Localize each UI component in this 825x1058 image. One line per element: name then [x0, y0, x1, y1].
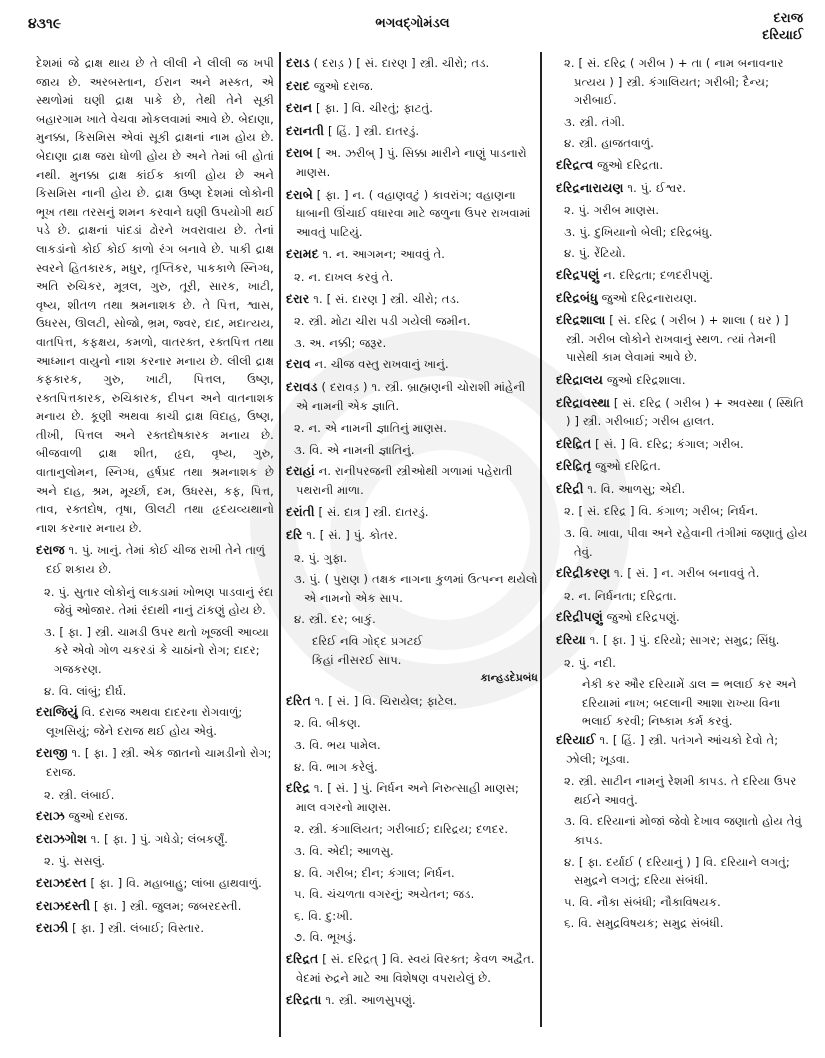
headword: દરાજ [36, 542, 65, 558]
sense-item: ૨. ન. નિર્ધનતા; દરિદ્રતા. [564, 588, 677, 603]
sense-item: ૨. ન. દાખલ કરવું તે. [294, 269, 394, 284]
entries-list [36, 541, 274, 937]
dictionary-entry [36, 744, 274, 781]
dictionary-entry [286, 503, 538, 522]
headword: દરાઝગોશ [36, 830, 87, 846]
headword: દરિદ્રત [286, 950, 319, 966]
dictionary-entry [556, 266, 808, 285]
dictionary-entry [36, 830, 274, 849]
sense-item: ૩. [ ફા. ] સ્ત્રી. ચામડી ઉપર થતો ખૂજલી આવ્યા કરે એવો ગોળ ચકરડાં કે ચાઠાંનો રોગ; દાદર; ગજકરણ. [44, 624, 270, 676]
dictionary-entry [556, 435, 808, 454]
sense-item: ૨. પું. સુતાર લોકોનું લાકડામાં ખોભણ પાડવાનું રંદા જેવું ઓજાર. તેમાં રંદાથી નાનું ટાંકણું હોય છે. [44, 584, 274, 618]
headword: દરાઝ [36, 808, 65, 824]
definition-text: જુઓ દરિદ્રશાલા. [603, 372, 686, 387]
sense-item: ૨. સ્ત્રી. સાટીન નામનું રેશમી કાપડ. તે દરિયા ઉપર થઈને આવતું. [564, 774, 797, 807]
dictionary-entry [556, 480, 808, 499]
definition-text: ૧. [ ફા. ] પું. દરિયો; સાગર; સમુદ્ર; સિંધુ. [585, 633, 780, 648]
sense-item: ૨. પું. નદી. [564, 655, 617, 670]
dictionary-entry [556, 394, 808, 431]
sense-item: ૪. વિ. ગરીબ; દીન; કંગાલ; નિર્ધન. [294, 865, 455, 880]
column-left [36, 54, 274, 942]
dictionary-entry [286, 186, 538, 242]
definition-text: ન. દરિદ્રતા; દળદરીપણું. [599, 267, 714, 282]
dictionary-entry [556, 311, 808, 367]
dictionary-entry [556, 608, 808, 627]
page-header [0, 0, 825, 52]
dictionary-entry [556, 731, 808, 768]
headword: દરાજી [36, 745, 68, 761]
sense-item: ૩. વિ. એદી; આળસુ. [294, 843, 394, 858]
dictionary-entry [556, 564, 808, 583]
definition-text: [ હિં. ] સ્ત્રી. દાતરડું. [324, 123, 420, 138]
headword: દરાબે [286, 186, 313, 202]
sense-item: ૩. વિ. દરિયાનાં મોજાં જેવો દેખાવ જણાતો હોય તેવું કાપડ. [564, 814, 802, 847]
definition-text: ૧. [ સં. ] વિ. ચિરાયેલ; ફાટેલ. [310, 693, 458, 708]
dictionary-entry [286, 378, 538, 415]
dictionary-entry [36, 541, 274, 578]
sense-item: ૨. સ્ત્રી. કંગાલિયત; ગરીબાઈ; દારિદ્રય; દળદર. [294, 822, 509, 837]
column-divider [540, 52, 542, 1027]
headword: દરાવ [286, 356, 311, 372]
dictionary-entry [286, 77, 538, 96]
sense-item: ૩. સ્ત્રી. તંગી. [564, 114, 626, 129]
headword: દરાર [286, 290, 310, 306]
dictionary-entry [36, 874, 274, 893]
definition-text: ૧. [ સં. ] પું. કોતર. [302, 528, 398, 543]
sense-item: ૩. અ. નક્કી; જરૂર. [294, 335, 387, 350]
definition-text: જુઓ દરિદ્રપણું. [602, 610, 680, 625]
headword: દરિદ્રાલય [556, 371, 604, 387]
sense-item: ૪. [ ફા. દર્યાઈ ( દરિયાનું ) ] વિ. દરિયાને લગતું; સમુદ્રને લગતું; દરિયા સંબંધી. [564, 854, 790, 888]
sense-item: ૩. વિ. ખાવા, પીવા અને રહેવાની તંગીમાં જણાતું હોય તેવું. [564, 526, 808, 559]
headword: દરિદ્રાવસ્થા [556, 394, 611, 410]
headword: દરિયા [556, 632, 586, 648]
headword: દરાન [286, 100, 313, 116]
definition-text: ૧. પું. ખાનું. તેમાં કોઈ ચીજ રાખી તેને તાળું દઈ શકાય છે. [46, 543, 266, 577]
dictionary-entry [556, 631, 808, 650]
sense-item: ૭. વિ. ભૂખડું. [294, 930, 357, 945]
definition-text: [ સં. દરિદ્ર ( ગરીબ ) + અવસ્થા ( સ્થિતિ ) ] સ્ત્રી. ગરીબાઈ; ગરીબ હાલત. [566, 395, 804, 429]
definition-text: [ ફા. ] વિ. મહાબાહુ; લાંબા હાથવાળું. [86, 875, 262, 890]
definition-text: જુઓ દરિદ્રતા. [593, 157, 664, 172]
definition-text: ૧. વિ. આળસુ; એદી. [583, 481, 686, 496]
definition-text: [ ફા. ] સ્ત્રી. જુલમ; જબરદસ્તી. [90, 898, 242, 913]
definition-text: ૧. સ્ત્રી. આળસુપણું. [321, 993, 416, 1008]
dictionary-entry [36, 897, 274, 916]
sense-item: ૪. વિ. લાંબું; દીર્ઘ. [44, 683, 127, 698]
definition-text: [ ફા. ] ન. ( વહાણવટું ) કાવરાંગ; વહાણના ધાબાની ઊંચાઈ વધારવા માટે જળુના ઉપર રાખવામાં આવતું પાટિયું. [296, 187, 531, 239]
headword: દરિ [286, 527, 303, 543]
column-middle [286, 54, 538, 1014]
headword: દરિદ્રબંધુ [556, 289, 598, 305]
headword: દરિદ્રપણું [556, 266, 600, 282]
dictionary-entry [286, 991, 538, 1010]
guide-word-last: દરિયાઈ [762, 28, 803, 43]
definition-text: જુઓ દરિદ્રનારાયણ. [597, 290, 698, 305]
sense-item: ૨. પું. સસલું. [44, 854, 106, 869]
sense-item: ૪. સ્ત્રી. હાજતવાળું. [564, 136, 655, 151]
dictionary-entry [556, 179, 808, 198]
definition-text: [ સં. દરિદ્રત્ ] વિ. સ્વયં વિરક્ત; કેવળ અદ્વૈત. વેદમાં રુદ્રને માટે આ વિશેષણ વપરાયેલું છે. [296, 951, 535, 985]
definition-text: ન. રાનીપરજની સ્ત્રીઓથી ગળામાં પહેરાતી પથરાની માળા. [296, 464, 513, 497]
dictionary-entry [286, 245, 538, 264]
dictionary-entry [286, 950, 538, 987]
sense-item: ૩. પું. ( પુરાણ ) તક્ષક નાગના કુળમાં ઉત્પન્ન થયેલો એ નામનો એક સાપ. [294, 572, 538, 605]
column-right [556, 54, 808, 936]
definition-text: ૧. ન. આગમન; આવવું તે. [318, 247, 446, 262]
definition-text: ૧. પું. ઈશ્વર. [623, 180, 687, 195]
running-title: ભગવદ્ગોમંડલ [375, 16, 450, 31]
entries-list [286, 54, 538, 1010]
definition-text: [ ફા. ] સ્ત્રી. લંબાઈ; વિસ્તાર. [68, 921, 205, 936]
definition-text: ૧. [ હિં. ] સ્ત્રી. પતંગને આંચકો દેવો તે; ઝોલી; ખૂડવા. [566, 733, 779, 766]
dictionary-entry [286, 144, 538, 181]
definition-text: ન. ચીજ વસ્તુ રાખવાનું ખાનું. [310, 357, 449, 372]
definition-text: [ અ. ઝરીબ્ ] પું. સિક્કા મારીને નાણું પાડનારો માણસ. [296, 146, 527, 179]
page-number: ૪૩૧૯ [28, 16, 62, 32]
definition-text: ૧. [ ફા. ] સ્ત્રી. એક જાતનો ચામડીનો રોગ; દરાજ. [46, 746, 272, 779]
headword: દરાજિયું [36, 704, 78, 720]
definition-text: ૧. [ ફા. ] પું. ગધેડો; લંબકર્ણું. [86, 831, 229, 846]
definition-text: [ સં. દાત્ર ] સ્ત્રી. દાતરડું. [314, 505, 429, 520]
definition-text: જુઓ દરાજ. [309, 78, 374, 93]
sense-item: ૨. સ્ત્રી. મોટા ચીરા પડી ગયેલી જમીન. [294, 314, 471, 329]
headword: દરિયાઈ [556, 732, 596, 747]
definition-text: ૧. [ સં. દારણ ] સ્ત્રી. ચીરો; તડ. [309, 291, 460, 306]
dictionary-entry [286, 462, 538, 499]
quotation-line: નેકી કર ઔર દરિયામેં ડાલ = ભલાઈ કર અને દરિયામાં નાખ; બદલાની આશા રાખ્યા વિના ભલાઈ કરવી; નિષ્કામ કર્મ કરવું. [582, 677, 797, 729]
sense-item: ૪. વિ. ભાગ કરેલું. [294, 759, 378, 774]
headword: દરાબ [286, 145, 313, 161]
sense-item: ૩. વિ. એ નામની જ્ઞાતિનું. [294, 442, 415, 457]
definition-text: જુઓ દરાજ. [64, 809, 129, 824]
definition-text: [ સં. ] વિ. દરિદ્ર; કંગાલ; ગરીબ. [591, 436, 744, 451]
guide-words [762, 10, 803, 44]
sense-item: ૨. [ સં. દરિદ્ર ( ગરીબ ) + તા ( નામ બનાવનાર પ્રત્યય ) ] સ્ત્રી. કંગાલિયત; ગરીબી; દૈન્ય; ગરીબાઈ. [564, 56, 784, 108]
headword: દરિદ્રીપણું [556, 609, 603, 625]
dictionary-entry [286, 779, 538, 816]
headword: દરિદ્રત્વ [556, 156, 594, 172]
sense-item: ૨. વિ. બીકણ. [294, 716, 361, 731]
headword: દરિદ્રીકરણ [556, 565, 611, 581]
quotation-source: કાન્હડદેપ્રબંધ [480, 672, 538, 685]
definition-text: ( દરાવડ઼ ) ૧. સ્ત્રી. બ્રાહ્મણની ચોરાશી માંહેની એ નામની એક જ્ઞાતિ. [296, 379, 526, 413]
sense-item: ૪. પું. રેંટિયો. [564, 246, 626, 261]
sense-item: ૬. વિ. સમુદ્રવિષયક; સમુદ્ર સંબંધી. [564, 916, 724, 931]
dictionary-entry [286, 290, 538, 309]
entries-list [556, 54, 808, 933]
sense-item: ૩. વિ. ભય પામેલ. [294, 738, 381, 752]
sense-item: ૪. સ્ત્રી. દર; બાકું. [294, 612, 376, 627]
headword: દરાદ [286, 77, 310, 93]
headword: દરાંતી [286, 504, 315, 520]
dictionary-entry [36, 807, 274, 826]
sense-item: ૨. [ સં. દરિદ્ર ] વિ. કંગાળ; ગરીબ; નિર્ધન. [564, 504, 759, 519]
headword: દરિત [286, 692, 311, 708]
dictionary-entry [286, 692, 538, 711]
dictionary-entry [36, 703, 274, 740]
sense-item: ૨. ન. એ નામની જ્ઞાતિનું માણસ. [294, 421, 448, 436]
definition-text: વિ. દરાજ અથવા દાદરના રોગવાળું; લૂખસિયું; જેને દરાજ થઈ હોય એવું. [46, 705, 243, 738]
headword: દરિદ્રતા [286, 992, 322, 1008]
sense-item: ૨. સ્ત્રી. લંબાઈ. [44, 787, 115, 802]
dictionary-entry [286, 122, 538, 141]
definition-text: ૧. [ સં. ] પું. નિર્ધન અને નિરુત્સાહી માણસ; માલ વગરનો માણસ. [296, 781, 520, 814]
sense-item: ૨. પું. ગરીબ માણસ. [564, 203, 660, 218]
sense-item: ૨. પું. ગુફા. [294, 550, 348, 565]
headword: દરિદ્રિત [556, 435, 592, 451]
headword: દરાવડ [286, 378, 318, 394]
definition-text: જુઓ દરિદ્રિત. [591, 459, 661, 474]
definition-text: [ સં. દરિદ્ર ( ગરીબ ) + શાલા ( ઘર ) ] સ્ત્રી. ગરીબ લોકોને રાખવાનું સ્થળ. ત્યાં તેમની પાસેથી કામ લેવામાં આવે છે. [566, 313, 789, 365]
headword: દરાઝી [36, 920, 69, 936]
headword: દરાઝદસ્ત [36, 874, 87, 890]
dictionary-entry [556, 156, 808, 175]
guide-word-first: દરાજ [773, 11, 803, 26]
sense-item: ૫. વિ. ચંચળતા વગરનું; અચેતન; જડ. [294, 887, 475, 902]
dictionary-entry [556, 457, 808, 476]
dictionary-entry [556, 371, 808, 390]
sense-item: ૬. વિ. દુ:ખી. [294, 908, 353, 923]
headword: દરિદ્રશાલા [556, 312, 606, 328]
definition-text: ૧. [ સં. ] ન. ગરીબ બનાવવું તે. [610, 566, 760, 581]
quotation-line: કિહાં નીસરઈ સાપ. [312, 652, 402, 667]
dictionary-entry [286, 355, 538, 374]
headword: દરાહાં [286, 463, 315, 479]
continuation-paragraph: દેશમાં જે દ્રાક્ષ થાય છે તે લીલી ને લીલી જ ખપી જાય છે. અરબસ્તાન, ઈરાન અને મસ્કત, એ સ્થળોમાં ઘણી દ્રાક્ષ પાકે છે, તેથી તેને સૂકી બહારગામ ખાતે વેચવા મોકલવામાં આવે છે. બેદાણા, મુનક્કા, કિસમિસ એવાં સૂકી દ્રાક્ષનાં નામ હોય છે. બેદાણા દ્રાક્ષ જરા ધોળી હોય છે અને તેમાં બી હોતાં નથી. મુનક્કા દ્રાક્ષ કાંઈક કાળી હોય છે અને કિસમિસ નાની હોય છે. દ્રાક્ષ ઉષ્ણ દેશમાં લોકોની ભૂખ તથા તરસનું શમન કરવાને ઘણી ઉપયોગી થઈ પડે છે. દ્રાક્ષનાં પાંદડાં ઢોરને ખવરાવાય છે. તેનાં લાકડાંનો કોઈ કોઈ કાળો રંગ બનાવે છે. પાકી દ્રાક્ષ સ્વરને હિતકારક, મધુર, તૃપ્તિકર, પાકકાળે સ્નિગ્ધ, અતિ રુચિકર, મૂત્રલ, ગુરુ, તૂરી, સારક, ખાટી, વૃષ્ય, શીતળ તથા શ્રમનાશક છે. તે પિત્ત, શ્વાસ, ઉધરસ, ઊલટી, સોજો, ભ્રમ, જ્વર, દાદ, મદાત્યય, વાતપિત્ત, કફક્ષય, કમળો, વાતરક્ત, રક્તપિત્ત તથા આધ્માન વાયુનો નાશ કરનાર મનાય છે. લીલી દ્રાક્ષ કફકારક, ગુરુ, ખાટી, પિત્તલ, ઉષ્ણ, રક્તપિત્તકારક, રુચિકારક, દીપન અને વાતનાશક મનાય છે. કૂણી અથવા કાચી દ્રાક્ષ વિદાહ, ઉષ્ણ, તીખી, પિત્તલ અને રક્તદોષકારક મનાય છે. બીજવાળી દ્રાક્ષ શીત, હૃદ્ય, વૃષ્ય, ગુરુ, વાતાનુલોમન, સ્નિગ્ધ, હર્ષપ્રદ તથા શ્રમનાશક છે અને દાહ, શ્રમ, મૂર્ચ્છા, દમ, ઉધરસ, કફ, પિત્ત, તાવ, રક્તદોષ, તૃષા, ઊલટી તથા હૃદયવ્યથાનો નાશ કરનાર મનાય છે. [36, 56, 274, 535]
dictionary-entry [36, 919, 274, 938]
quotation-line: દરિઈ નવિ ગોદ્દ પ્રગટઈ [312, 634, 423, 649]
headword: દરામદ [286, 246, 319, 262]
dictionary-entry [556, 289, 808, 308]
headword: દરિદ્રિતૃ [556, 458, 592, 474]
dictionary-entry [286, 54, 538, 73]
headword: દરિદ્ર [286, 780, 311, 796]
headword: દરિદ્રનારાયણ [556, 179, 624, 195]
headword: દરાનતી [286, 122, 325, 138]
dictionary-entry [286, 99, 538, 118]
definition-text: [ ફા. ] વિ. ચીરતું; ફાટતું. [312, 101, 434, 116]
sense-item: ૫. વિ. નૌકા સંબંધી; નૌકાવિષયક. [564, 894, 721, 909]
headword: દરિદ્રી [556, 480, 584, 496]
dictionary-entry [286, 526, 538, 545]
headword: દરાડ [286, 55, 310, 70]
sense-item: ૩. પું. દુખિયાનો બેલી; દરિદ્રબંધુ. [564, 224, 713, 239]
definition-text: ( દરાડ઼ ) [ સં. દારણ ] સ્ત્રી. ચીરો; તડ. [309, 56, 490, 70]
headword: દરાઝદસ્તી [36, 897, 91, 913]
column-divider [279, 52, 281, 1037]
